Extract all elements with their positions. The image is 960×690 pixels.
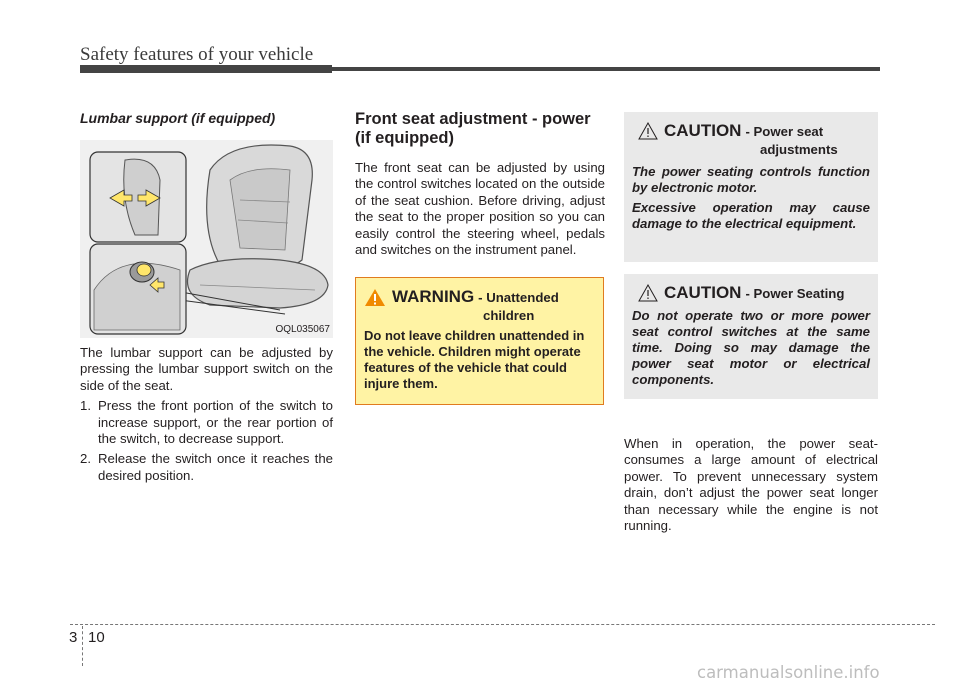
caution-paragraph: The power seating controls function by electronic motor.	[632, 164, 870, 195]
list-item	[80, 451, 333, 484]
watermark: carmanualsonline.info	[697, 663, 880, 682]
figure-code: OQL035067	[275, 324, 330, 335]
lumbar-section	[80, 110, 333, 126]
page-header-title: Safety features of your vehicle	[80, 44, 314, 65]
warning-triangle-icon	[364, 288, 386, 307]
lumbar-intro: The lumbar support can be adjusted by pressing the lumbar support switch on the side of the seat.	[80, 345, 333, 393]
caution-body: Do not operate two or more power seat control switches at the same time. Doing so may damage the power seat motor or electrical components.	[632, 308, 870, 387]
seat-illustration	[80, 140, 333, 338]
power-seat-body: The front seat can be adjusted by using the control switches located on the outside of the seat cushion. Before driving, adjust the seat to the proper position so you can easily control the steering wheel, pedals and switches on the instrument panel.	[355, 160, 605, 258]
list-number: 1.	[80, 398, 91, 414]
lumbar-body	[80, 345, 333, 484]
operation-section	[624, 436, 878, 534]
caution-title-row	[638, 283, 844, 303]
caution-box-adjustments	[624, 112, 878, 262]
page-number: 10	[88, 629, 105, 646]
caution-triangle-icon	[638, 122, 658, 140]
warning-title-row	[364, 287, 559, 307]
chapter-number: 3	[69, 629, 78, 646]
lumbar-heading: Lumbar support (if equipped)	[80, 110, 276, 126]
footer-rule	[70, 624, 935, 625]
header-rule	[80, 67, 880, 71]
power-seat-heading: Front seat adjustment - power (if equipped)	[355, 110, 591, 147]
lumbar-figure	[80, 140, 333, 338]
caution-subtitle-2: adjustments	[760, 142, 838, 157]
caution-subtitle: - Power seat	[745, 124, 824, 139]
caution-title: CAUTION	[664, 121, 742, 140]
warning-subtitle: - Unattended	[478, 290, 559, 305]
list-text: Press the front portion of the switch to increase support, or the rear portion of the switch, to decrease support.	[98, 398, 333, 447]
list-number: 2.	[80, 451, 91, 467]
list-item	[80, 398, 333, 447]
warning-title: WARNING	[392, 287, 475, 306]
warning-box	[355, 277, 604, 405]
operation-text: When in operation, the power seat-consumes a large amount of electrical power. To prevent unnecessary system drain, don’t adjust the power seat longer than necessary while the engine is not running.	[624, 436, 878, 534]
caution-triangle-icon	[638, 284, 658, 302]
warning-body: Do not leave children unattended in the vehicle. Children might operate features of the vehicle that could injure them.	[364, 328, 585, 391]
caution-subtitle: - Power Seating	[745, 286, 845, 301]
footer-separator	[82, 626, 83, 666]
power-seat-section	[355, 110, 605, 258]
list-text: Release the switch once it reaches the desired position.	[98, 451, 333, 483]
caution-title-row	[638, 121, 823, 141]
warning-subtitle-2: children	[483, 308, 535, 323]
caution-box-seating	[624, 274, 878, 399]
caution-title: CAUTION	[664, 283, 742, 302]
caution-paragraph: Excessive operation may cause damage to the electrical equipment.	[632, 200, 870, 231]
